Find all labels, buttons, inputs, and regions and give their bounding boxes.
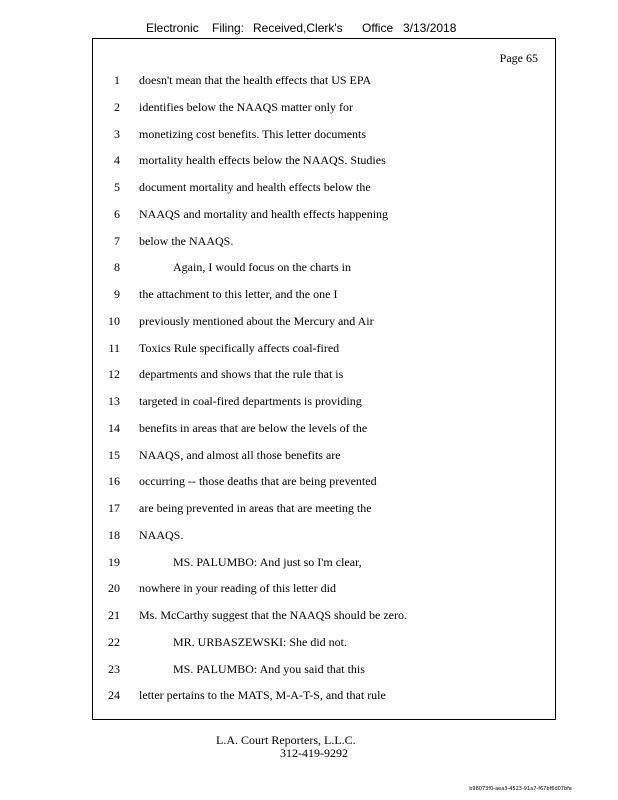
transcript-line <box>92 578 556 605</box>
line-text: Ms. McCarthy suggest that the NAAQS should be zero. <box>139 608 407 622</box>
line-text: targeted in coal-fired departments is providing <box>139 394 362 408</box>
line-text: the attachment to this letter, and the one I <box>139 287 338 301</box>
transcript-line <box>92 150 556 177</box>
line-number: 19 <box>108 554 120 569</box>
header-received: Received,Clerk's <box>253 21 343 35</box>
line-number: 7 <box>114 233 120 248</box>
transcript-line <box>92 659 556 686</box>
court-reporter-phone: 312-419-9292 <box>280 746 348 760</box>
line-number: 4 <box>114 153 120 168</box>
line-text: Toxics Rule specifically affects coal-fired <box>139 340 340 355</box>
transcript-line <box>92 391 556 418</box>
transcript-line <box>92 204 556 231</box>
header-office: Office <box>362 21 394 35</box>
header-date: 3/13/2018 <box>403 21 457 35</box>
line-number: 15 <box>108 447 120 462</box>
transcript-line <box>92 364 556 391</box>
line-number: 17 <box>108 501 120 515</box>
transcript-line <box>92 124 556 151</box>
transcript-line <box>92 471 556 498</box>
line-number: 22 <box>108 634 120 649</box>
line-number: 21 <box>108 608 120 622</box>
line-text: MS. PALUMBO: And you said that this <box>173 661 365 676</box>
line-text: doesn't mean that the health effects that US EPA <box>139 73 372 87</box>
line-text: below the NAAQS. <box>139 233 234 248</box>
transcript-line <box>92 498 556 525</box>
line-number: 14 <box>108 420 120 435</box>
line-number: 5 <box>114 180 120 194</box>
line-text: letter pertains to the MATS, M-A-T-S, and that rule <box>139 688 386 703</box>
transcript-line <box>92 632 556 659</box>
transcript-line <box>92 311 556 338</box>
line-text: Again, I would focus on the charts in <box>173 260 351 275</box>
header-electronic: Electronic <box>146 21 199 35</box>
line-number: 12 <box>108 367 120 382</box>
line-number: 23 <box>108 661 120 676</box>
line-text: MR. URBASZEWSKI: She did not. <box>173 634 348 649</box>
line-text: nowhere in your reading of this letter did <box>139 581 336 596</box>
transcript-line <box>92 70 556 97</box>
line-text: occurring -- those deaths that are being prevented <box>139 474 377 489</box>
transcript-line <box>92 231 556 258</box>
transcript-line <box>92 605 556 632</box>
transcript-line <box>92 97 556 124</box>
transcript-line <box>92 525 556 552</box>
transcript-line <box>92 445 556 472</box>
line-text: monetizing cost benefits. This letter documents <box>139 126 367 141</box>
transcript-line <box>92 177 556 204</box>
line-number: 16 <box>108 474 120 489</box>
transcript-line <box>92 685 556 712</box>
line-text: identifies below the NAAQS matter only for <box>139 99 353 114</box>
line-number: 8 <box>114 260 120 275</box>
line-text: NAAQS and mortality and health effects happening <box>139 206 389 221</box>
line-number: 1 <box>114 73 120 87</box>
line-number: 18 <box>108 527 120 542</box>
line-number: 13 <box>108 394 120 408</box>
transcript-line <box>92 338 556 365</box>
line-text: NAAQS. <box>139 527 184 542</box>
line-text: mortality health effects below the NAAQS. Studies <box>139 153 386 168</box>
line-number: 6 <box>114 206 120 221</box>
line-number: 11 <box>108 340 120 355</box>
document-id: b98073f0-aea3-4523-91a7-f67bf6d07bfe <box>469 786 572 792</box>
line-number: 20 <box>108 581 120 596</box>
line-text: departments and shows that the rule that is <box>139 367 344 382</box>
line-number: 3 <box>114 126 120 141</box>
filing-stamp-header <box>0 20 618 36</box>
line-text: are being prevented in areas that are meeting the <box>139 501 372 515</box>
court-reporter-name: L.A. Court Reporters, L.L.C. <box>216 733 356 747</box>
line-text: previously mentioned about the Mercury and Air <box>139 313 374 328</box>
line-number: 2 <box>114 99 120 114</box>
header-filing: Filing: <box>212 21 245 35</box>
line-number: 10 <box>108 313 120 328</box>
transcript-line <box>92 257 556 284</box>
line-number: 24 <box>108 688 120 703</box>
transcript-line <box>92 284 556 311</box>
line-text: document mortality and health effects below the <box>139 180 371 194</box>
page-number: Page 65 <box>499 51 538 65</box>
transcript-lines <box>92 70 556 712</box>
line-text: benefits in areas that are below the levels of the <box>139 420 368 435</box>
line-text: MS. PALUMBO: And just so I'm clear, <box>173 554 362 569</box>
transcript-line <box>92 552 556 579</box>
line-text: NAAQS, and almost all those benefits are <box>139 447 341 462</box>
transcript-line <box>92 418 556 445</box>
line-number: 9 <box>114 287 120 301</box>
